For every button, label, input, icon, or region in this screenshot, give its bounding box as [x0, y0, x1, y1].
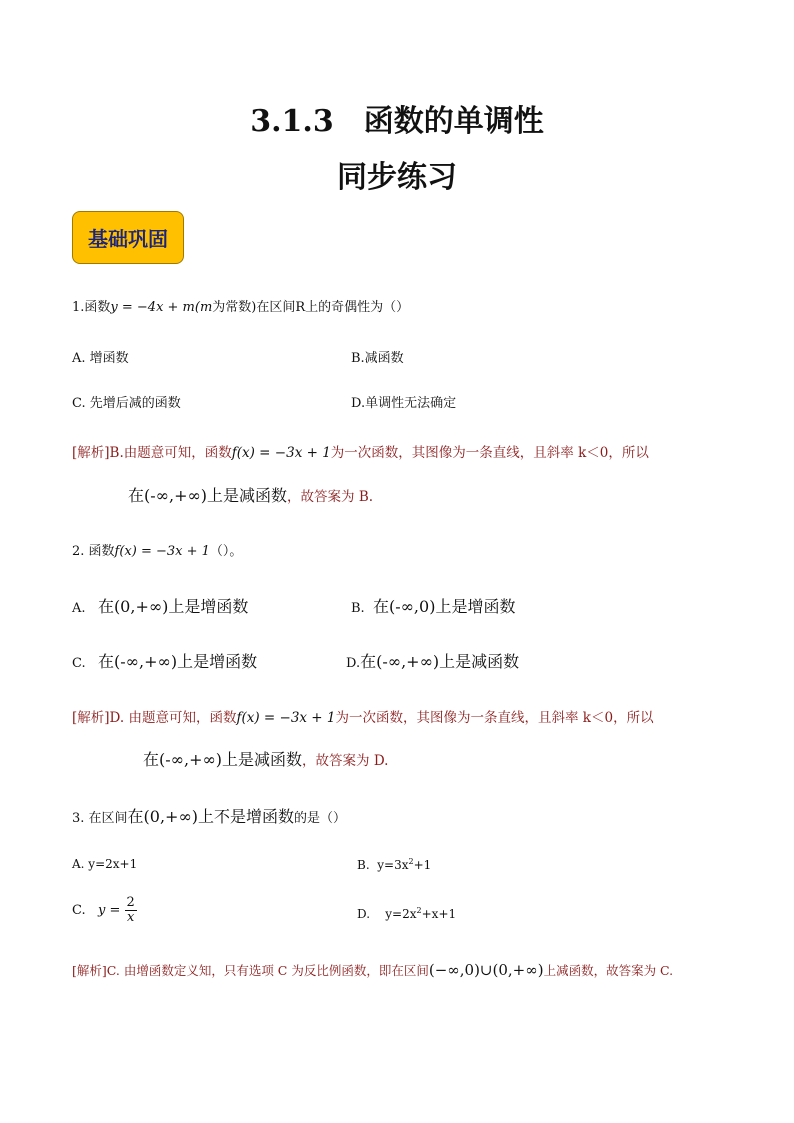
- q3-option-a: A. y=2x+1: [72, 857, 138, 871]
- q3-option-d-sup: 2: [416, 906, 422, 915]
- q3-mid: 在(0,+∞)上不是增函数: [127, 807, 295, 826]
- q3-option-d: [357, 906, 456, 921]
- q1-answer-interval: 在(-∞,+∞)上是减函数: [128, 486, 288, 505]
- q1-formula: y = −4x + m(m: [110, 300, 213, 315]
- q3-option-d-label: D.: [357, 907, 371, 921]
- q1-answer-explain: 为一次函数，其图像为一条直线，且斜率 k＜0，所以: [330, 445, 649, 461]
- q1-answer-intro: [解析]B.由题意可知，函数: [72, 445, 232, 461]
- q2-option-b-text: 在(-∞,0)上是增函数: [372, 597, 516, 616]
- q2-option-d-label: D.: [346, 656, 361, 671]
- q2-suffix: （）。: [209, 544, 243, 559]
- q1-option-b: B.减函数: [351, 351, 404, 366]
- q2-option-d-text: 在(-∞,+∞)上是减函数: [360, 652, 520, 671]
- q1-prefix: 1.函数: [72, 300, 111, 315]
- q1-suffix: 在区间R上的奇偶性为（）: [256, 300, 410, 315]
- q3-answer: [72, 961, 673, 979]
- q2-option-c-text: 在(-∞,+∞)上是增函数: [98, 652, 258, 671]
- q1-answer-line2: [128, 483, 373, 506]
- q2-option-a-text: 在(0,+∞)上是增函数: [97, 597, 249, 616]
- page-title: 3.1.3 函数的单调性: [250, 104, 544, 139]
- q3-answer-interval: (−∞,0)∪(0,+∞): [428, 961, 544, 979]
- q3-option-c-fraction: [125, 896, 137, 925]
- q2-answer-explain: 为一次函数，其图像为一条直线，且斜率 k＜0，所以: [335, 710, 654, 726]
- q3-option-c-numerator: 2: [126, 895, 135, 910]
- q2-option-b: [351, 594, 515, 617]
- q1-answer-conclusion: ，故答案为 B.: [287, 489, 374, 505]
- q3-option-b-label: B.: [357, 858, 370, 872]
- q2-answer-conclusion: ，故答案为 D.: [302, 753, 389, 769]
- q3-suffix: 的是（）: [294, 811, 347, 826]
- question-3: [72, 804, 346, 827]
- q2-option-a-label: A.: [72, 601, 86, 616]
- q3-option-b-text: y=3x: [377, 858, 409, 872]
- q3-option-c-denominator: x: [127, 910, 135, 925]
- section-badge: 基础巩固: [72, 211, 184, 264]
- q3-answer-conclusion: 上减函数，故答案为 C.: [543, 963, 674, 978]
- q1-answer-line1: [72, 441, 649, 461]
- q2-answer-line1: [72, 706, 654, 726]
- q2-option-c-label: C.: [72, 656, 86, 671]
- q2-option-a: [72, 594, 248, 617]
- q2-answer-line2: [143, 747, 388, 770]
- q2-formula: f(x) = −3x + 1: [114, 544, 210, 559]
- q3-option-c-lhs: y =: [98, 903, 121, 918]
- q2-option-b-label: B.: [351, 601, 365, 616]
- q2-option-c: [72, 649, 257, 672]
- q3-option-c-label: C.: [72, 903, 86, 918]
- q3-prefix: 3. 在区间: [72, 811, 128, 826]
- q2-answer-interval: 在(-∞,+∞)上是减函数: [143, 750, 303, 769]
- q1-option-a: A. 增函数: [72, 351, 129, 366]
- q1-answer-formula: f(x) = −3x + 1: [231, 445, 331, 461]
- q2-answer-formula: f(x) = −3x + 1: [236, 710, 336, 726]
- q3-option-c: [72, 896, 137, 925]
- q3-option-b-tail: +1: [413, 858, 432, 872]
- q1-formula-tail: 为常数): [212, 300, 257, 315]
- question-1: [72, 296, 409, 315]
- q3-option-d-tail: +x+1: [421, 907, 457, 921]
- q2-prefix: 2. 函数: [72, 544, 115, 559]
- question-2: [72, 540, 242, 559]
- q3-option-d-text: y=2x: [385, 907, 417, 921]
- q1-option-d: D.单调性无法确定: [351, 396, 457, 411]
- q2-option-d: [346, 649, 519, 672]
- q3-answer-intro: [解析]C. 由增函数定义知，只有选项 C 为反比例函数，即在区间: [72, 963, 429, 978]
- q2-answer-intro: [解析]D. 由题意可知，函数: [72, 710, 237, 726]
- page-subtitle: 同步练习: [337, 160, 457, 195]
- q1-option-c: C. 先增后减的函数: [72, 396, 181, 411]
- q3-option-b-sup: 2: [408, 857, 414, 866]
- q3-option-b: [357, 857, 431, 872]
